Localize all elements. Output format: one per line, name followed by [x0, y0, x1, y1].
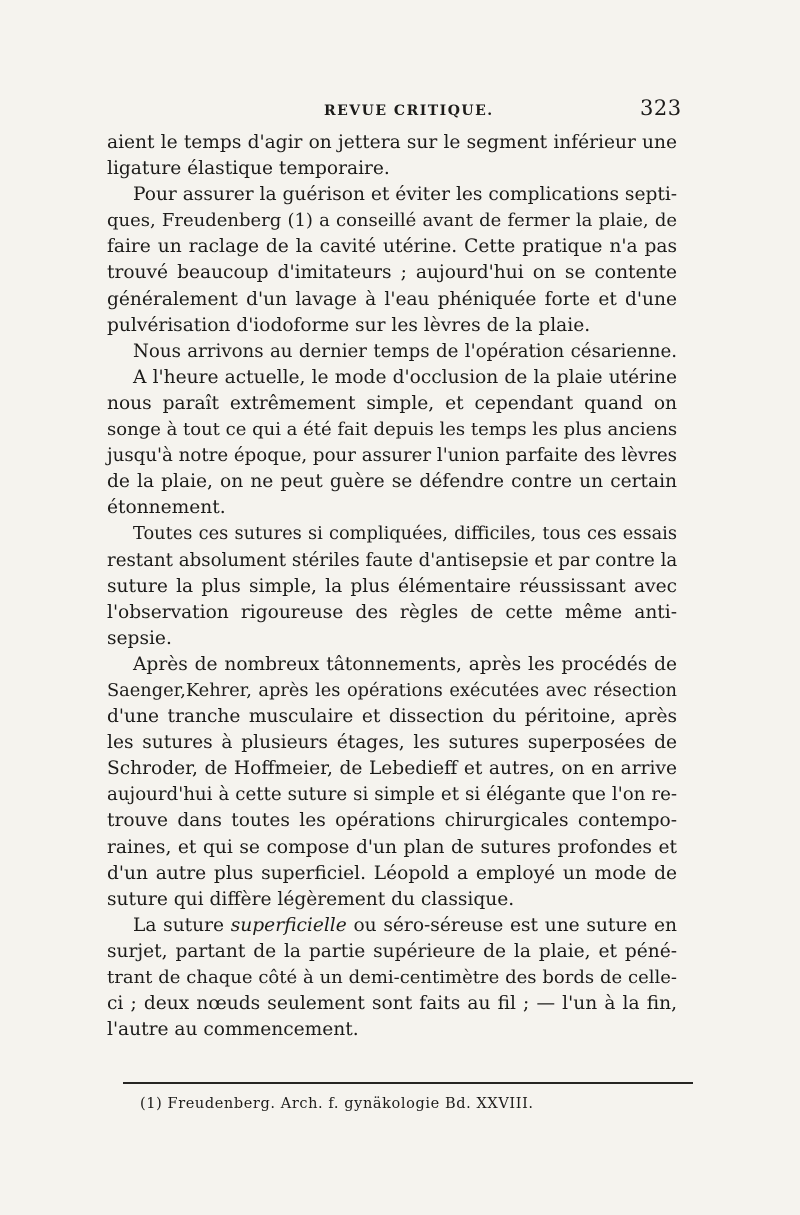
text-line: ci ; deux nœuds seulement sont faits au fil ; — l'un à la fin, — [107, 993, 677, 1015]
text-line: trant de chaque côté à un demi-centimètre des bords de celle- — [107, 967, 677, 988]
text-line: pulvérisation d'iodoforme sur les lèvres de la plaie. — [107, 314, 591, 336]
text-line: raines, et qui se compose d'un plan de sutures profondes et — [107, 836, 677, 858]
text-line: jusqu'à notre époque, pour assurer l'union parfaite des lèvres — [107, 445, 677, 467]
text-line: nous paraît extrêmement simple, et cependant quand on — [107, 392, 677, 414]
text-line: trouve dans toutes les opérations chirurgicales contempo- — [107, 810, 677, 832]
text-line: étonnement. — [107, 497, 226, 519]
text-line: d'un autre plus superficiel. Léopold a employé un mode de — [107, 862, 677, 884]
text-line: A l'heure actuelle, le mode d'occlusion de la plaie utérine — [133, 366, 677, 388]
italic-term: superficielle — [230, 914, 347, 936]
text-line: de la plaie, on ne peut guère se défendre contre un certain — [107, 471, 677, 493]
text-line: sepsie. — [107, 627, 172, 649]
footnote: (1) Freudenberg. Arch. f. gynäkologie Bd. XXVIII. — [140, 1096, 534, 1112]
text-line: surjet, partant de la partie supérieure de la plaie, et péné- — [107, 940, 677, 962]
text-line: l'observation rigoureuse des règles de cette même anti- — [107, 601, 677, 623]
text-line: songe à tout ce qui a été fait depuis les temps les plus anciens — [107, 419, 678, 441]
text-line: restant absolument stériles faute d'antisepsie et par contre la — [107, 549, 678, 571]
text-fragment: ou séro-séreuse est une suture en — [353, 914, 677, 936]
text-line: d'une tranche musculaire et dissection du péritoine, après — [107, 706, 677, 728]
text-line — [107, 913, 677, 939]
text-line: Nous arrivons au dernier temps de l'opération césarienne. — [133, 340, 677, 362]
text-line: Saenger,Kehrer, après les opérations exécutées avec résection — [107, 679, 677, 701]
text-line: suture la plus simple, la plus élémentaire réussissant avec — [107, 575, 677, 597]
text-line: ligature élastique temporaire. — [107, 158, 390, 180]
text-line: suture qui diffère légèrement du classique. — [107, 888, 515, 910]
text-line: Après de nombreux tâtonnements, après les procédés de — [133, 653, 677, 675]
body-text — [107, 130, 677, 1043]
footnote-rule — [123, 1082, 693, 1084]
text-line: aujourd'hui à cette suture si simple et si élégante que l'on re- — [107, 784, 677, 806]
text-line: Pour assurer la guérison et éviter les complications septi- — [133, 184, 678, 206]
text-fragment: La suture — [133, 914, 225, 936]
text-line: faire un raclage de la cavité utérine. Cette pratique n'a pas — [107, 236, 677, 258]
text-line: aient le temps d'agir on jettera sur le segment inférieur une — [107, 132, 677, 153]
running-title: REVUE CRITIQUE. — [324, 103, 494, 119]
text-line: généralement d'un lavage à l'eau phéniquée forte et d'une — [107, 288, 677, 310]
text-line: les sutures à plusieurs étages, les sutures superposées de — [107, 732, 677, 754]
page-number: 323 — [640, 96, 682, 120]
text-line: Schroder, de Hoffmeier, de Lebedieff et autres, on en arrive — [107, 758, 677, 780]
text-line: l'autre au commencement. — [107, 1019, 359, 1041]
text-line: Toutes ces sutures si compliquées, difficiles, tous ces essais — [133, 523, 677, 545]
text-line: trouvé beaucoup d'imitateurs ; aujourd'hui on se contente — [107, 262, 677, 284]
text-line: ques, Freudenberg (1) a conseillé avant de fermer la plaie, de — [107, 210, 677, 232]
